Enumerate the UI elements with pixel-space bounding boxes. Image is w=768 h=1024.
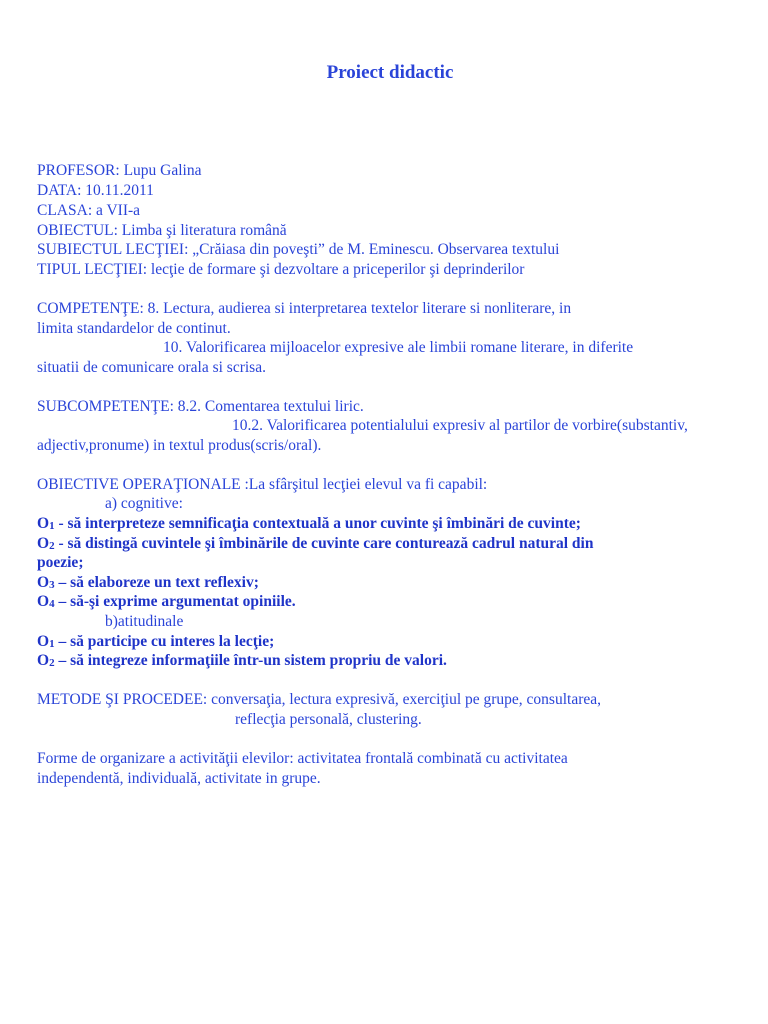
subcompetente-line-2: 10.2. Valorificarea potentialului expresiv al partilor de vorbire(substantiv,: [232, 417, 688, 434]
objective-o1: O1 - să interpreteze semnificaţia contextuală a unor cuvinte şi îmbinări de cuvinte;: [37, 515, 581, 532]
objective-o3: O3 – să elaboreze un text reflexiv;: [37, 574, 259, 591]
competente-line-2: limita standardelor de continut.: [37, 320, 231, 337]
metode-line-2: reflecţia personală, clustering.: [235, 711, 422, 728]
objective-o2: O2 - să distingă cuvintele şi îmbinările de cuvinte care conturează cadrul natural din: [37, 535, 594, 552]
competente-line-1: COMPETENŢE: 8. Lectura, audierea si interpretarea textelor literare si nonliterare, in: [37, 300, 572, 317]
cognitive-label: a) cognitive:: [105, 495, 183, 512]
competente-line-3: 10. Valorificarea mijloacelor expresive ale limbii romane literare, in diferite: [163, 339, 634, 356]
subcompetente-line-3: adjectiv,pronume) in textul produs(scris/oral).: [37, 437, 322, 454]
subiectul-line: SUBIECTUL LECŢIEI: „Crăiasa din poveşti” de M. Eminescu. Observarea textului: [37, 241, 560, 258]
clasa-line: CLASA: a VII-a: [37, 202, 141, 219]
document-title: Proiect didactic: [326, 62, 454, 83]
obiectul-line: OBIECTUL: Limba şi literatura română: [37, 222, 287, 239]
data-line: DATA: 10.11.2011: [37, 182, 154, 199]
forme-line-1: Forme de organizare a activităţii elevilor: activitatea frontală combinată cu activitatea: [37, 750, 568, 767]
attitudinal-o2: O2 – să integreze informaţiile într-un sistem propriu de valori.: [37, 652, 447, 669]
objective-o4: O4 – să-şi exprime argumentat opiniile.: [37, 593, 296, 610]
subcompetente-line-1: SUBCOMPETENŢE: 8.2. Comentarea textului liric.: [37, 398, 364, 415]
atitudinale-label: b)atitudinale: [105, 613, 184, 630]
attitudinal-o1: O1 – să participe cu interes la lecţie;: [37, 633, 275, 650]
profesor-line: PROFESOR: Lupu Galina: [37, 162, 202, 179]
metode-line-1: METODE ŞI PROCEDEE: conversaţia, lectura expresivă, exerciţiul pe grupe, consultarea,: [37, 691, 601, 708]
tipul-line: TIPUL LECŢIEI: lecţie de formare şi dezvoltare a priceperilor şi deprinderilor: [37, 261, 525, 278]
competente-line-4: situatii de comunicare orala si scrisa.: [37, 359, 266, 376]
obiective-heading: OBIECTIVE OPERAŢIONALE :La sfârşitul lecţiei elevul va fi capabil:: [37, 476, 488, 493]
objective-o2-continuation: poezie;: [37, 554, 84, 571]
forme-line-2: independentă, individuală, activitate in grupe.: [37, 770, 321, 787]
